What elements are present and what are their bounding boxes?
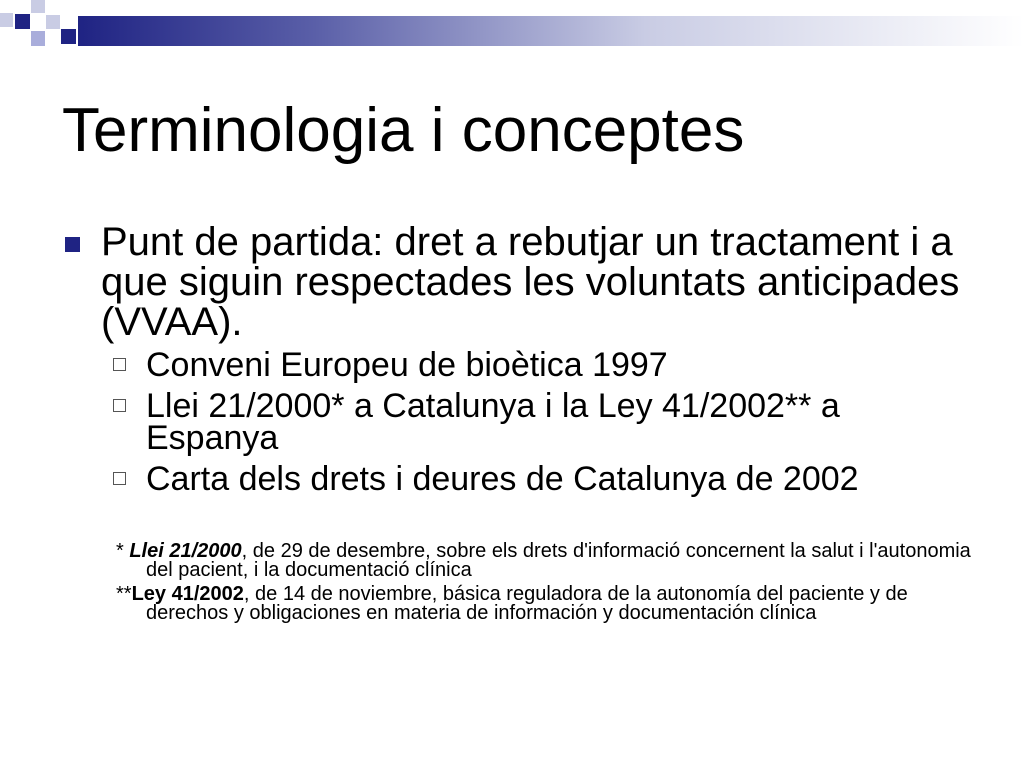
hollow-square-bullet-icon — [113, 358, 126, 371]
footnote-law-name: Llei 21/2000 — [129, 540, 242, 562]
sub-bullet-text: Carta dels drets i deures de Catalunya de 2002 — [146, 460, 859, 498]
footnote — [116, 542, 975, 580]
header-decoration — [0, 0, 1024, 64]
bullet-text: Punt de partida: dret a rebutjar un tractament i a que siguin respectades les voluntats anticipades (VVAA). — [101, 220, 960, 344]
decor-square — [31, 31, 45, 46]
filled-square-bullet-icon — [65, 237, 80, 252]
decor-square — [15, 14, 30, 29]
sub-bullet-text: Llei 21/2000* a Catalunya i la Ley 41/2002** a Espanya — [146, 387, 840, 457]
decor-square — [61, 29, 76, 44]
sub-bullet-item — [113, 460, 893, 498]
hollow-square-bullet-icon — [113, 399, 126, 412]
footnote — [116, 585, 975, 623]
header-gradient-bar — [78, 16, 1024, 46]
footnote-marker: ** — [116, 583, 132, 605]
sub-bullet-text: Conveni Europeu de bioètica 1997 — [146, 346, 668, 384]
sub-bullet-item — [113, 346, 893, 384]
sub-bullet-item — [113, 387, 893, 457]
decor-square — [31, 0, 45, 13]
footnote-text: , de 29 de desembre, sobre els drets d'informació concernent la salut i l'autonomia del pacient, i la documentació clínica — [146, 540, 971, 581]
hollow-square-bullet-icon — [113, 472, 126, 485]
decor-square — [0, 13, 13, 27]
decor-square — [46, 15, 60, 29]
footnote-text: , de 14 de noviembre, básica reguladora de la autonomía del paciente y de derechos y obligaciones en materia de información y documentación clínica — [146, 583, 908, 624]
footnote-law-name: Ley 41/2002 — [131, 583, 244, 605]
footnote-marker: * — [116, 540, 130, 562]
footnotes — [116, 542, 975, 623]
sub-bullet-list — [113, 346, 893, 498]
slide-title: Terminologia i conceptes — [62, 96, 745, 165]
